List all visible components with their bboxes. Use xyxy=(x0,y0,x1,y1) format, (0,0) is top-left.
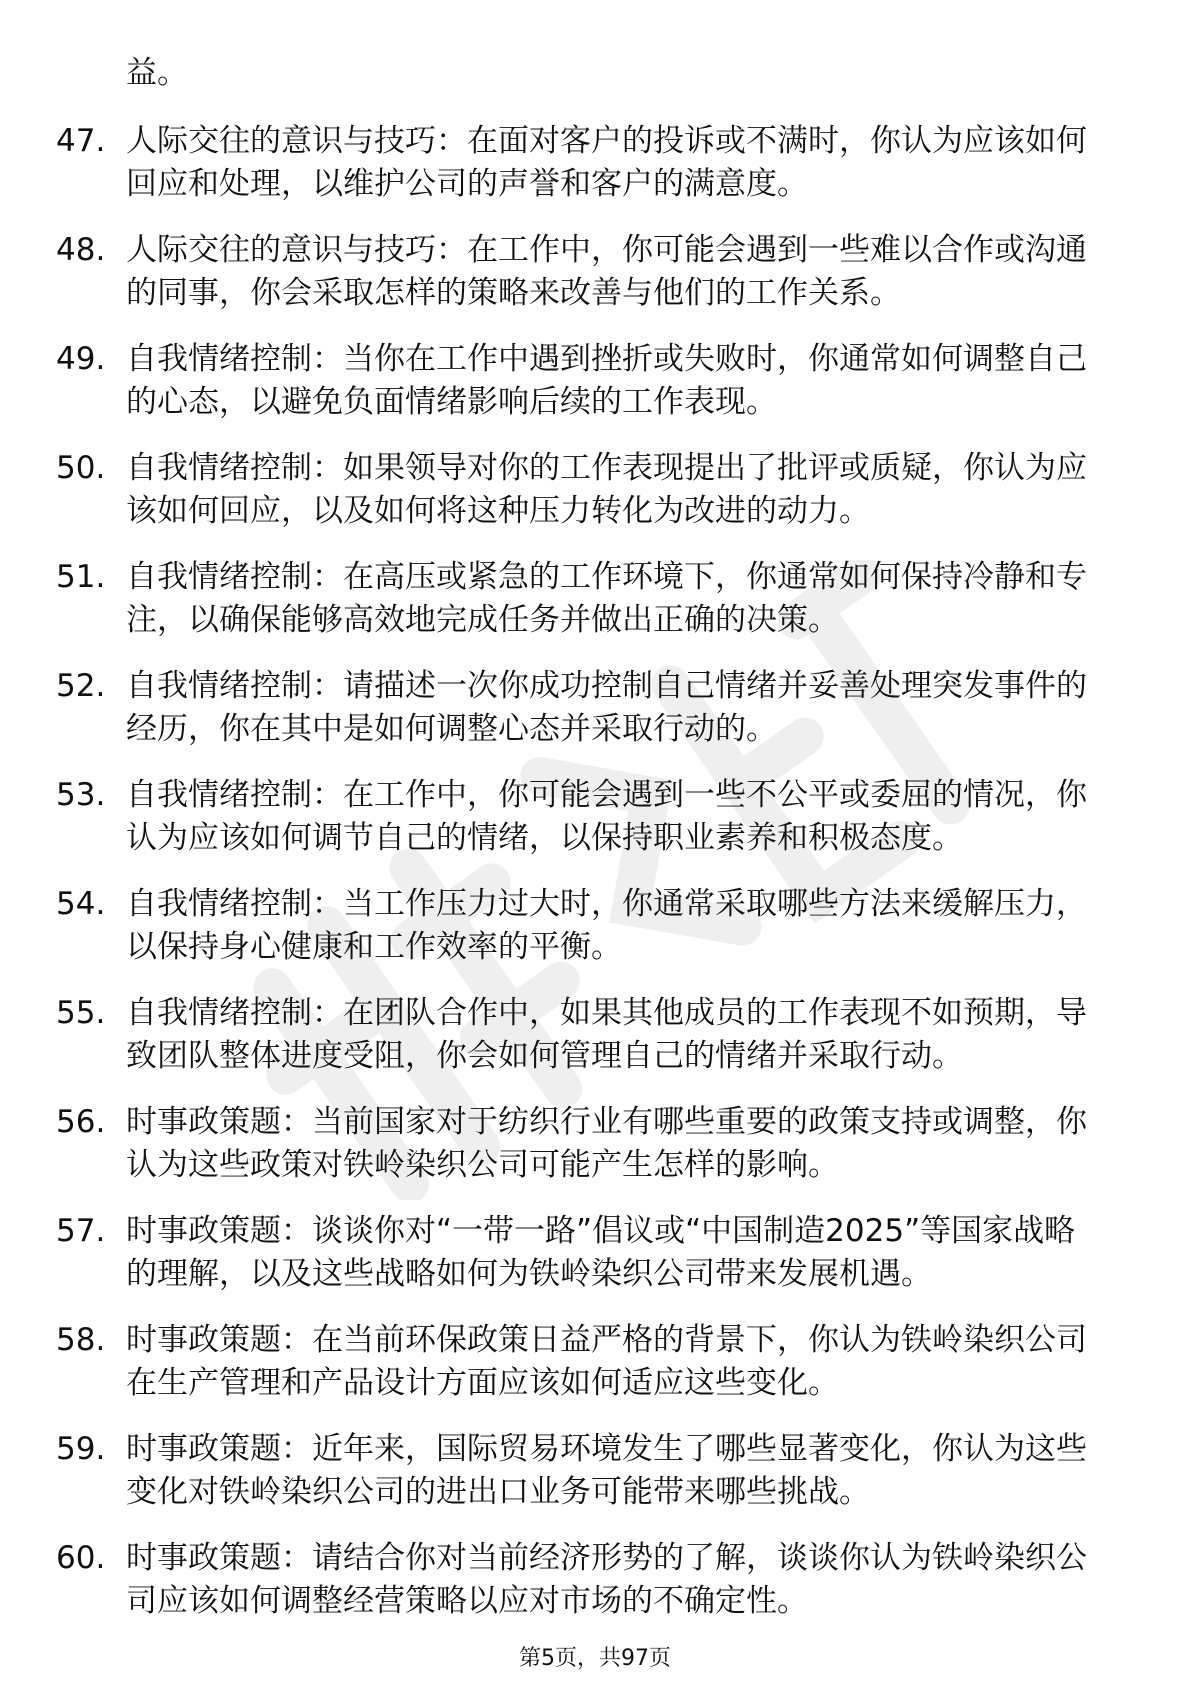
question-item xyxy=(0,992,1190,1078)
question-number: 58. xyxy=(56,1322,106,1358)
question-text: 自我情绪控制：当你在工作中遇到挫折或失败时，你通常如何调整自己的心态，以避免负面情绪影响后续的工作表现。 xyxy=(126,341,1087,420)
question-number: 47. xyxy=(56,123,106,159)
question-item xyxy=(0,774,1190,860)
question-text: 时事政策题：当前国家对于纺织行业有哪些重要的政策支持或调整，你认为这些政策对铁岭染织公司可能产生怎样的影响。 xyxy=(126,1104,1087,1183)
page-footer: 第5页，共97页 xyxy=(519,1646,671,1671)
question-item xyxy=(0,556,1190,642)
question-text: 自我情绪控制：在高压或紧急的工作环境下，你通常如何保持冷静和专注，以确保能够高效地完成任务并做出正确的决策。 xyxy=(126,559,1087,638)
question-item xyxy=(0,229,1190,315)
question-number: 54. xyxy=(56,886,106,922)
question-item xyxy=(0,883,1190,969)
question-number: 49. xyxy=(56,341,106,377)
question-item xyxy=(0,665,1190,751)
question-text: 自我情绪控制：如果领导对你的工作表现提出了批评或质疑，你认为应该如何回应，以及如何将这种压力转化为改进的动力。 xyxy=(126,450,1087,529)
question-item xyxy=(0,1101,1190,1187)
question-item xyxy=(0,1210,1190,1296)
continuation-text: 益。 xyxy=(126,55,188,91)
question-number: 48. xyxy=(56,232,106,268)
question-text: 自我情绪控制：在工作中，你可能会遇到一些不公平或委屈的情况，你认为应该如何调节自己的情绪，以保持职业素养和积极态度。 xyxy=(126,777,1087,856)
question-text: 时事政策题：在当前环保政策日益严格的背景下，你认为铁岭染织公司在生产管理和产品设计方面应该如何适应这些变化。 xyxy=(126,1322,1087,1401)
question-text: 自我情绪控制：在团队合作中，如果其他成员的工作表现不如预期，导致团队整体进度受阻，你会如何管理自己的情绪并采取行动。 xyxy=(126,995,1087,1074)
question-text: 时事政策题：请结合你对当前经济形势的了解，谈谈你认为铁岭染织公司应该如何调整经营策略以应对市场的不确定性。 xyxy=(126,1540,1087,1619)
question-number: 60. xyxy=(56,1540,106,1576)
question-number: 53. xyxy=(56,777,106,813)
question-text: 时事政策题：近年来，国际贸易环境发生了哪些显著变化，你认为这些变化对铁岭染织公司的进出口业务可能带来哪些挑战。 xyxy=(126,1431,1087,1510)
question-item xyxy=(0,1428,1190,1514)
question-number: 51. xyxy=(56,559,106,595)
question-item xyxy=(0,338,1190,424)
question-item xyxy=(0,120,1190,206)
question-number: 52. xyxy=(56,668,106,704)
question-text: 人际交往的意识与技巧：在面对客户的投诉或不满时，你认为应该如何回应和处理，以维护公司的声誉和客户的满意度。 xyxy=(126,123,1087,202)
question-number: 57. xyxy=(56,1213,106,1249)
question-text: 时事政策题：谈谈你对“一带一路”倡议或“中国制造2025”等国家战略的理解，以及这些战略如何为铁岭染织公司带来发展机遇。 xyxy=(126,1213,1076,1292)
question-text: 自我情绪控制：请描述一次你成功控制自己情绪并妥善处理突发事件的经历，你在其中是如何调整心态并采取行动的。 xyxy=(126,668,1087,747)
question-text: 自我情绪控制：当工作压力过大时，你通常采取哪些方法来缓解压力，以保持身心健康和工作效率的平衡。 xyxy=(126,886,1087,965)
question-number: 55. xyxy=(56,995,106,1031)
question-number: 56. xyxy=(56,1104,106,1140)
question-number: 50. xyxy=(56,450,106,486)
question-number: 59. xyxy=(56,1431,106,1467)
question-item xyxy=(0,1537,1190,1623)
question-list xyxy=(0,120,1190,1646)
question-item xyxy=(0,447,1190,533)
question-text: 人际交往的意识与技巧：在工作中，你可能会遇到一些难以合作或沟通的同事，你会采取怎样的策略来改善与他们的工作关系。 xyxy=(126,232,1087,311)
question-item xyxy=(0,1319,1190,1405)
